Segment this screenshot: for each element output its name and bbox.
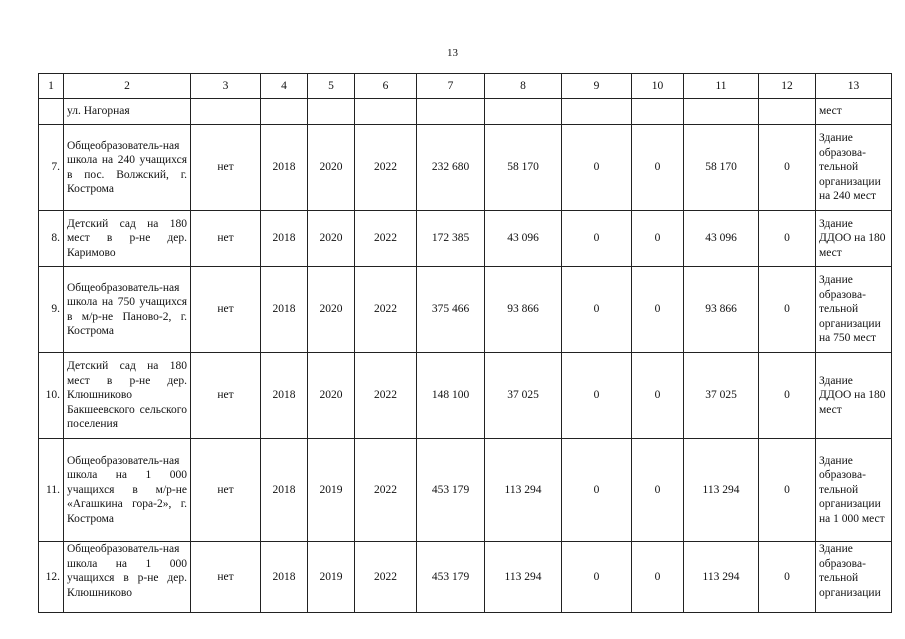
table-row <box>39 125 892 211</box>
cell: 113 294 <box>684 439 759 542</box>
column-header: 12 <box>759 74 816 99</box>
page-number: 13 <box>447 47 458 59</box>
header-row <box>39 74 892 99</box>
cell: 43 096 <box>684 211 759 267</box>
column-header: 13 <box>816 74 892 99</box>
cell: 0 <box>759 353 816 439</box>
cell: 2018 <box>261 211 308 267</box>
column-header: 8 <box>485 74 562 99</box>
cell: 0 <box>562 267 632 353</box>
cell: 0 <box>632 542 684 613</box>
column-header: 11 <box>684 74 759 99</box>
result-cell: Здание ДДОО на 180 мест <box>816 211 892 267</box>
result-cell: Здание образова-тельной организации на 750 мест <box>816 267 892 353</box>
cell: 113 294 <box>485 439 562 542</box>
cell: 58 170 <box>684 125 759 211</box>
cell: 0 <box>632 125 684 211</box>
cell: 0 <box>562 439 632 542</box>
cell: нет <box>191 211 261 267</box>
cell: 232 680 <box>417 125 485 211</box>
object-name-cell: Детский сад на 180 мест в р-не дер. Каримово <box>64 211 191 267</box>
column-header: 9 <box>562 74 632 99</box>
cell: 0 <box>562 542 632 613</box>
cell: 0 <box>632 439 684 542</box>
row-number-cell: 12. <box>39 542 64 613</box>
data-table <box>38 73 892 613</box>
cell: 2019 <box>308 439 355 542</box>
cell: 172 385 <box>417 211 485 267</box>
result-cell: Здание образова-тельной организации на 1 000 мест <box>816 439 892 542</box>
table-row <box>39 542 892 613</box>
column-header: 1 <box>39 74 64 99</box>
cell: 2022 <box>355 125 417 211</box>
cell: 2022 <box>355 353 417 439</box>
cell: 148 100 <box>417 353 485 439</box>
cell: 93 866 <box>485 267 562 353</box>
cell: 37 025 <box>485 353 562 439</box>
result-cell: Здание образова-тельной организации на 240 мест <box>816 125 892 211</box>
cell: 37 025 <box>684 353 759 439</box>
cell: 0 <box>562 211 632 267</box>
column-header: 7 <box>417 74 485 99</box>
cell: 0 <box>562 353 632 439</box>
result-cell: мест <box>816 99 892 125</box>
cell: 0 <box>632 267 684 353</box>
column-header: 10 <box>632 74 684 99</box>
cell: 2020 <box>308 353 355 439</box>
cell: 2018 <box>261 439 308 542</box>
cell: 453 179 <box>417 542 485 613</box>
cell: 93 866 <box>684 267 759 353</box>
column-header: 3 <box>191 74 261 99</box>
cell: 2018 <box>261 267 308 353</box>
table-row <box>39 211 892 267</box>
cell: 0 <box>759 125 816 211</box>
row-number-cell: 9. <box>39 267 64 353</box>
cell: 2020 <box>308 211 355 267</box>
column-header: 4 <box>261 74 308 99</box>
cell: нет <box>191 542 261 613</box>
cell: 453 179 <box>417 439 485 542</box>
column-header: 6 <box>355 74 417 99</box>
row-number-cell: 11. <box>39 439 64 542</box>
cell: 2022 <box>355 211 417 267</box>
cell: 2018 <box>261 125 308 211</box>
table-row <box>39 439 892 542</box>
cell: 0 <box>632 211 684 267</box>
cell: 113 294 <box>485 542 562 613</box>
cell: 0 <box>759 542 816 613</box>
cell: 375 466 <box>417 267 485 353</box>
result-cell: Здание ДДОО на 180 мест <box>816 353 892 439</box>
cell: нет <box>191 439 261 542</box>
cell: 0 <box>759 439 816 542</box>
object-name-cell: Общеобразователь-ная школа на 750 учащихся в м/р-не Паново-2, г. Кострома <box>64 267 191 353</box>
cell: 0 <box>562 125 632 211</box>
column-header: 5 <box>308 74 355 99</box>
cell: нет <box>191 267 261 353</box>
row-number-cell: 10. <box>39 353 64 439</box>
cell: 113 294 <box>684 542 759 613</box>
object-name-cell: ул. Нагорная <box>64 99 191 125</box>
object-name-cell: Общеобразователь-ная школа на 240 учащихся в пос. Волжский, г. Кострома <box>64 125 191 211</box>
cell: 43 096 <box>485 211 562 267</box>
result-cell: Здание образова-тельной организации <box>816 542 892 613</box>
cell: 0 <box>632 353 684 439</box>
table-row <box>39 267 892 353</box>
cell: 2022 <box>355 542 417 613</box>
cell: 58 170 <box>485 125 562 211</box>
cell: 2019 <box>308 542 355 613</box>
cell: 0 <box>759 267 816 353</box>
object-name-cell: Детский сад на 180 мест в р-не дер. Клюшниково Бакшеевского сельского поселения <box>64 353 191 439</box>
cell: 2020 <box>308 125 355 211</box>
cell: 2018 <box>261 353 308 439</box>
cell: 2022 <box>355 439 417 542</box>
cell: 0 <box>759 211 816 267</box>
column-header: 2 <box>64 74 191 99</box>
object-name-cell: Общеобразователь-ная школа на 1 000 учащихся в р-не дер. Клюшниково <box>64 542 191 613</box>
cell: 2018 <box>261 542 308 613</box>
cell: нет <box>191 125 261 211</box>
object-name-cell: Общеобразователь-ная школа на 1 000 учащихся в м/р-не «Агашкина гора-2», г. Кострома <box>64 439 191 542</box>
cell: 2020 <box>308 267 355 353</box>
row-number-cell: 7. <box>39 125 64 211</box>
table-row <box>39 353 892 439</box>
cell: 2022 <box>355 267 417 353</box>
continuation-row <box>39 99 892 125</box>
row-number-cell: 8. <box>39 211 64 267</box>
cell: нет <box>191 353 261 439</box>
